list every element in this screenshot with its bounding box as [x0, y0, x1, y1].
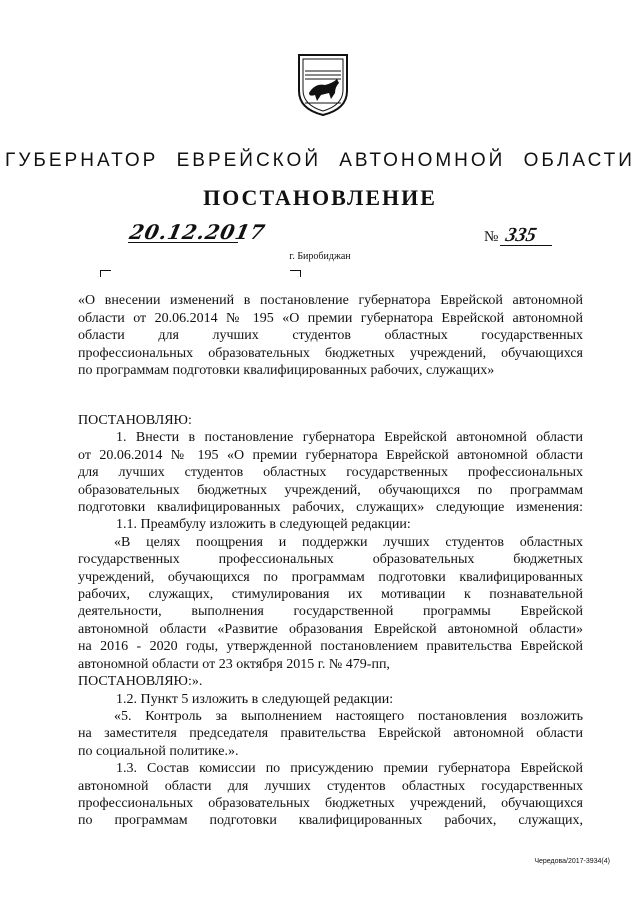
governor-title: ГУБЕРНАТОР ЕВРЕЙСКОЙ АВТОНОМНОЙ ОБЛАСТИ — [5, 150, 635, 171]
body-line: 1.3. Состав комиссии по присуждению премии губернатора Еврейской — [116, 761, 583, 777]
subject-line: профессиональных образовательных бюджетных учреждений, обучающихся — [78, 345, 583, 361]
body-line: подготовки квалифицированных рабочих, служащих» следующие изменения: — [78, 500, 583, 516]
body-line: профессиональных образовательных бюджетных учреждений, обучающихся — [78, 795, 583, 811]
subject-line: по программам подготовки квалифицированных рабочих, служащих» — [78, 363, 495, 378]
body-line: по социальной политике.». — [78, 743, 239, 759]
date-underline — [128, 242, 238, 243]
number-underline — [500, 245, 552, 246]
body-line: образовательных бюджетных учреждений, обучающихся по программам — [78, 482, 583, 498]
subject-line: области от 20.06.2014 № 195 «О премии губернатора Еврейской автономной — [78, 310, 583, 326]
document-type: ПОСТАНОВЛЕНИЕ — [203, 185, 437, 210]
body-line: учреждений, обучающихся по программам подготовки квалифицированных — [78, 569, 583, 585]
body-line: автономной области для лучших студентов областных государственных — [78, 778, 583, 794]
body-line: от 20.06.2014 № 195 «О премии губернатора Еврейской автономной области — [78, 447, 583, 463]
subject-line: области для лучших студентов областных государственных — [78, 328, 583, 343]
document-date: 20.12.2017 — [127, 220, 268, 244]
body-line: «5. Контроль за выполнением настоящего постановления возложить — [114, 708, 583, 724]
document-subject — [78, 292, 583, 380]
body-line: ПОСТАНОВЛЯЮ:». — [78, 674, 203, 690]
document-number — [484, 224, 539, 247]
body-line: ПОСТАНОВЛЯЮ: — [78, 413, 192, 428]
number-label: № — [484, 229, 499, 245]
body-line: для лучших студентов областных государственных профессиональных — [78, 465, 583, 481]
city: г. Биробиджан — [289, 251, 351, 262]
body-line: «В целях поощрения и поддержки лучших студентов областных — [114, 534, 583, 550]
body-line: на заместителя председателя правительства Еврейской автономной области — [78, 726, 583, 742]
body-line: на 2016 - 2020 годы, утвержденной постановлением правительства Еврейской — [78, 639, 583, 655]
body-line: деятельности, выполнения государственной программы Еврейской — [78, 604, 583, 620]
body-line: 1.2. Пункт 5 изложить в следующей редакции: — [116, 691, 394, 707]
body-line: 1.1. Преамбулу изложить в следующей редакции: — [116, 517, 411, 533]
body-line: автономной области «Развитие образования Еврейской автономной области» — [78, 621, 583, 637]
body-line: рабочих, служащих, стимулирования их мотивации к познавательной — [78, 587, 583, 603]
document-footer-code: Чередова/2017-3934(4) — [534, 858, 610, 865]
subject-line: «О внесении изменений в постановление губернатора Еврейской автономной — [78, 293, 583, 308]
body-line: 1. Внести в постановление губернатора Еврейской автономной области — [116, 430, 583, 446]
subject-corner-left — [100, 270, 111, 277]
coat-of-arms-emblem — [295, 53, 351, 117]
body-line: по программам подготовки квалифицированных рабочих, служащих, — [78, 813, 583, 829]
subject-corner-right — [290, 270, 301, 277]
body-line: государственных профессиональных образовательных бюджетных — [78, 552, 583, 568]
document-body — [78, 412, 583, 830]
number-value: 335 — [503, 224, 539, 246]
body-line: автономной области от 23 октября 2015 г. № 479-пп, — [78, 656, 390, 672]
